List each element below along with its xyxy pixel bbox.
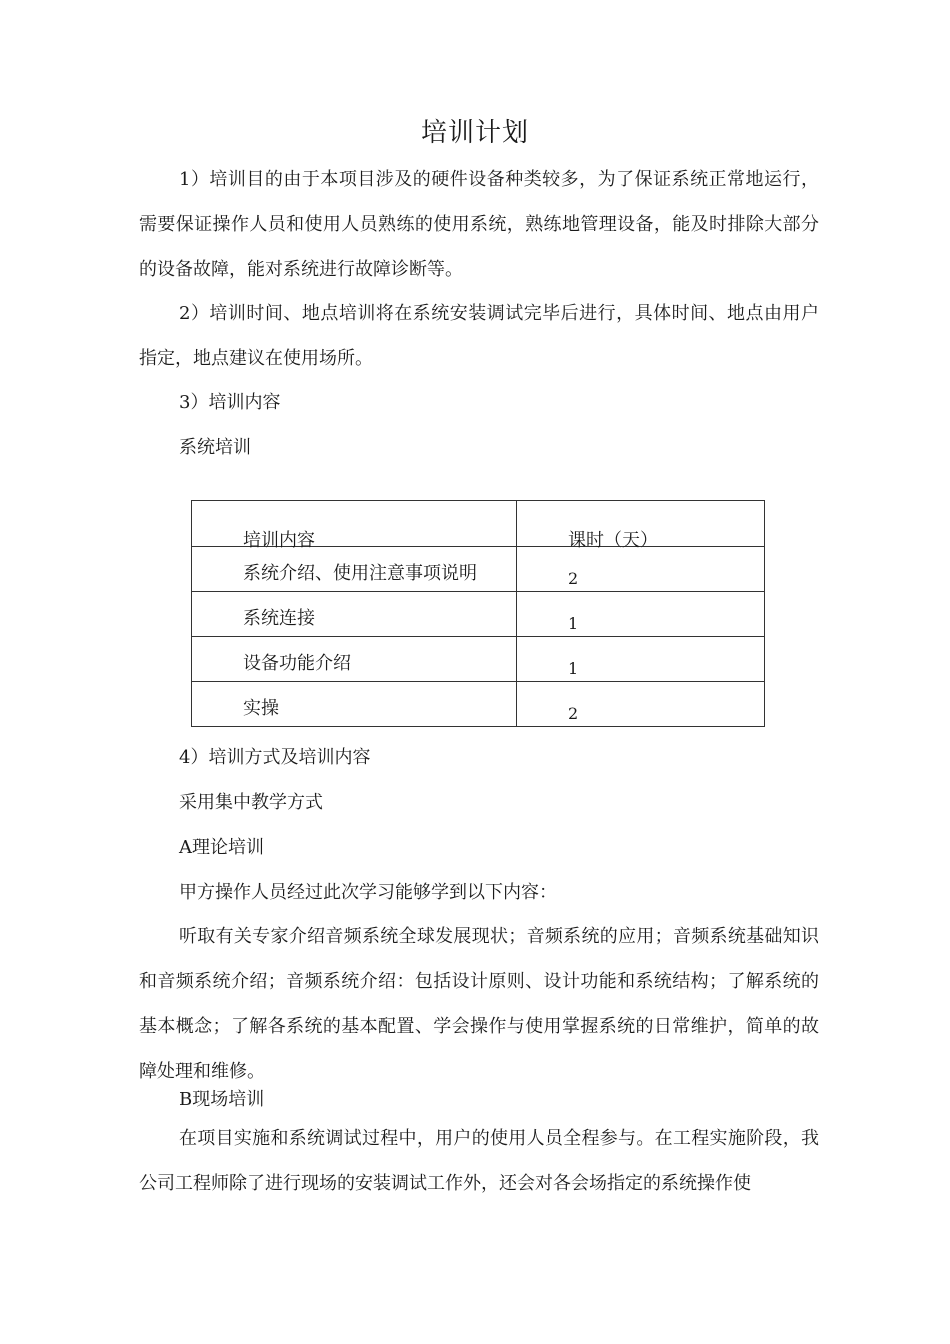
field-training-body: 在项目实施和系统调试过程中，用户的使用人员全程参与。在工程实施阶段，我公司工程师除了进行现场的安装调试工作外，还会对各会场指定的系统操作使 <box>139 1128 819 1194</box>
table-header-cell: 课时（天） <box>517 501 765 547</box>
section-2-paragraph: 2）培训时间、地点培训将在系统安装调试完毕后进行，具体时间、地点由用户指定，地点建议在使用场所。 <box>139 303 819 369</box>
table-row <box>192 592 765 637</box>
table-cell-days: 2 <box>517 682 765 727</box>
table-header-row <box>192 501 765 547</box>
table-cell-days: 2 <box>517 547 765 592</box>
section-3-heading: 3）培训内容 <box>179 392 281 413</box>
training-table <box>191 500 765 727</box>
section-3-subheading: 系统培训 <box>179 437 251 458</box>
table-cell-days: 1 <box>517 637 765 682</box>
table-cell-content: 实操 <box>192 682 517 727</box>
theory-training-body: 听取有关专家介绍音频系统全球发展现状；音频系统的应用；音频系统基础知识和音频系统介绍；音频系统介绍：包括设计原则、设计功能和系统结构；了解系统的基本概念；了解各系统的基本配置、学会操作与使用掌握系统的日常维护，简单的故障处理和维修。 <box>139 926 819 1082</box>
table-cell-days: 1 <box>517 592 765 637</box>
table-cell-content: 系统连接 <box>192 592 517 637</box>
table-row <box>192 637 765 682</box>
section-4-heading: 4）培训方式及培训内容 <box>179 747 371 768</box>
section-1-paragraph: 1）培训目的由于本项目涉及的硬件设备种类较多，为了保证系统正常地运行，需要保证操作人员和使用人员熟练的使用系统，熟练地管理设备，能及时排除大部分的设备故障，能对系统进行故障诊断等。 <box>139 169 819 280</box>
table-row <box>192 547 765 592</box>
table-cell-content: 设备功能介绍 <box>192 637 517 682</box>
table-cell-content: 系统介绍、使用注意事项说明 <box>192 547 517 592</box>
page-title: 培训计划 <box>420 118 529 148</box>
table-row <box>192 682 765 727</box>
theory-training-intro: 甲方操作人员经过此次学习能够学到以下内容： <box>179 882 557 903</box>
section-4-method: 采用集中教学方式 <box>179 792 323 813</box>
theory-training-heading: A理论培训 <box>179 837 264 858</box>
field-training-heading: B现场培训 <box>179 1089 265 1110</box>
table-header-cell: 培训内容 <box>192 501 517 547</box>
